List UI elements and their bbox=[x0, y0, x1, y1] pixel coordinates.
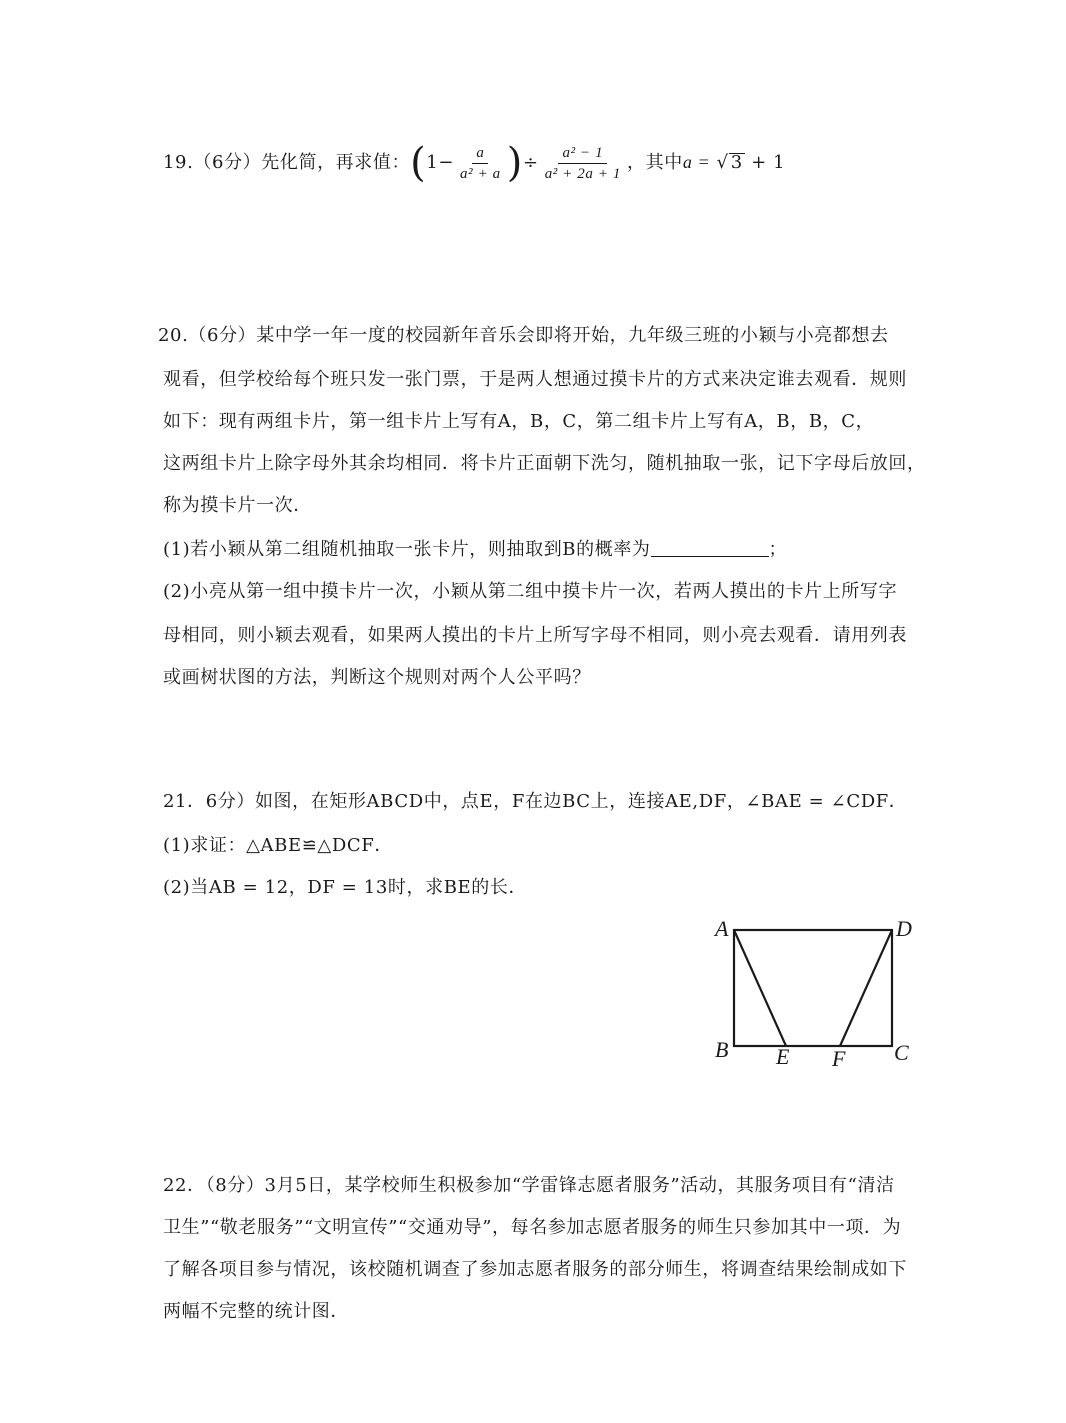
q19-fraction-2-denominator: a² + 2a + 1 bbox=[544, 165, 622, 182]
q20-line-1: 20.（6分）某中学一年一度的校园新年音乐会即将开始，九年级三班的小颖与小亮都想去 bbox=[158, 325, 889, 346]
q19-fraction-1 bbox=[456, 143, 505, 184]
q19-fraction-1-denominator: a² + a bbox=[460, 165, 501, 182]
q20-part-2-line-3: 或画树状图的方法，判断这个规则对两个人公平吗？ bbox=[163, 667, 591, 688]
q20-part-1-end: ； bbox=[768, 539, 788, 560]
label-e: E bbox=[776, 1044, 790, 1069]
q21-part-1: (1)求证：△ABE≌△DCF． bbox=[163, 835, 393, 856]
q19-fraction-2-numerator: a² − 1 bbox=[558, 143, 607, 164]
q22-line-2: 卫生”“敬老服务”“文明宣传”“交通劝导”，每名参加志愿者服务的师生只参加其中一项．为 bbox=[163, 1217, 902, 1238]
q19-heading: 19.（6分）先化简，再求值： bbox=[163, 152, 411, 173]
q19-value-rhs: + 1 bbox=[751, 152, 786, 173]
right-paren: ) bbox=[506, 140, 523, 186]
label-d: D bbox=[896, 916, 912, 941]
q19-fraction-1-numerator: a bbox=[472, 143, 488, 164]
q19-fraction-2 bbox=[541, 143, 625, 184]
q19-minus: − bbox=[438, 152, 455, 173]
q19-tail: ，其中 bbox=[627, 152, 683, 173]
q21-line-1: 21．6分）如图，在矩形ABCD中，点E，F在边BC上，连接AE,DF，∠BAE = ∠CDF． bbox=[163, 791, 908, 812]
sqrt-symbol: √ bbox=[716, 152, 729, 173]
rectangle-abcd bbox=[734, 930, 892, 1046]
q20-part-2-line-1: (2)小亮从第一组中摸卡片一次，小颖从第二组中摸卡片一次，若两人摸出的卡片上所写字 bbox=[163, 581, 898, 602]
q21-part-2: (2)当AB = 12，DF = 13时，求BE的长． bbox=[163, 877, 528, 898]
left-paren: ( bbox=[410, 140, 427, 186]
segment-df bbox=[840, 930, 892, 1046]
q20-part-2-line-2: 母相同，则小颖去观看，如果两人摸出的卡片上所写字母不相同，则小亮去观看．请用列表 bbox=[163, 625, 907, 646]
q19-divide: ÷ bbox=[523, 152, 539, 173]
q22-line-3: 了解各项目参与情况，该校随机调查了参加志愿者服务的部分师生，将调查结果绘制成如下 bbox=[163, 1259, 907, 1280]
rectangle-figure bbox=[712, 912, 922, 1072]
label-a: A bbox=[715, 916, 729, 941]
q20-line-3: 如下：现有两组卡片，第一组卡片上写有A，B，C，第二组卡片上写有A，B，B，C， bbox=[163, 411, 875, 432]
label-f: F bbox=[832, 1046, 846, 1071]
question-19 bbox=[163, 140, 785, 185]
label-b: B bbox=[715, 1037, 729, 1062]
q22-line-4: 两幅不完整的统计图． bbox=[163, 1301, 349, 1322]
q20-part-1-text: (1)若小颖从第二组随机抽取一张卡片，则抽取到B的概率为 bbox=[163, 539, 651, 560]
q19-value-lhs: a = bbox=[682, 152, 711, 172]
q19-sqrt-arg: 3 bbox=[730, 152, 743, 173]
q22-line-1: 22．（8分）3月5日，某学校师生积极参加“学雷锋志愿者服务”活动，其服务项目有“清洁 bbox=[163, 1175, 895, 1196]
answer-blank bbox=[651, 538, 769, 557]
label-c: C bbox=[894, 1040, 909, 1065]
q20-part-1 bbox=[163, 538, 787, 562]
q20-line-5: 称为摸卡片一次． bbox=[163, 495, 312, 516]
q20-line-2: 观看，但学校给每个班只发一张门票，于是两人想通过摸卡片的方式来决定谁去观看．规则 bbox=[163, 369, 907, 390]
segment-ae bbox=[734, 930, 786, 1046]
q20-line-4: 这两组卡片上除字母外其余均相同．将卡片正面朝下洗匀，随机抽取一张，记下字母后放回， bbox=[163, 453, 926, 474]
q19-one: 1 bbox=[426, 152, 439, 173]
